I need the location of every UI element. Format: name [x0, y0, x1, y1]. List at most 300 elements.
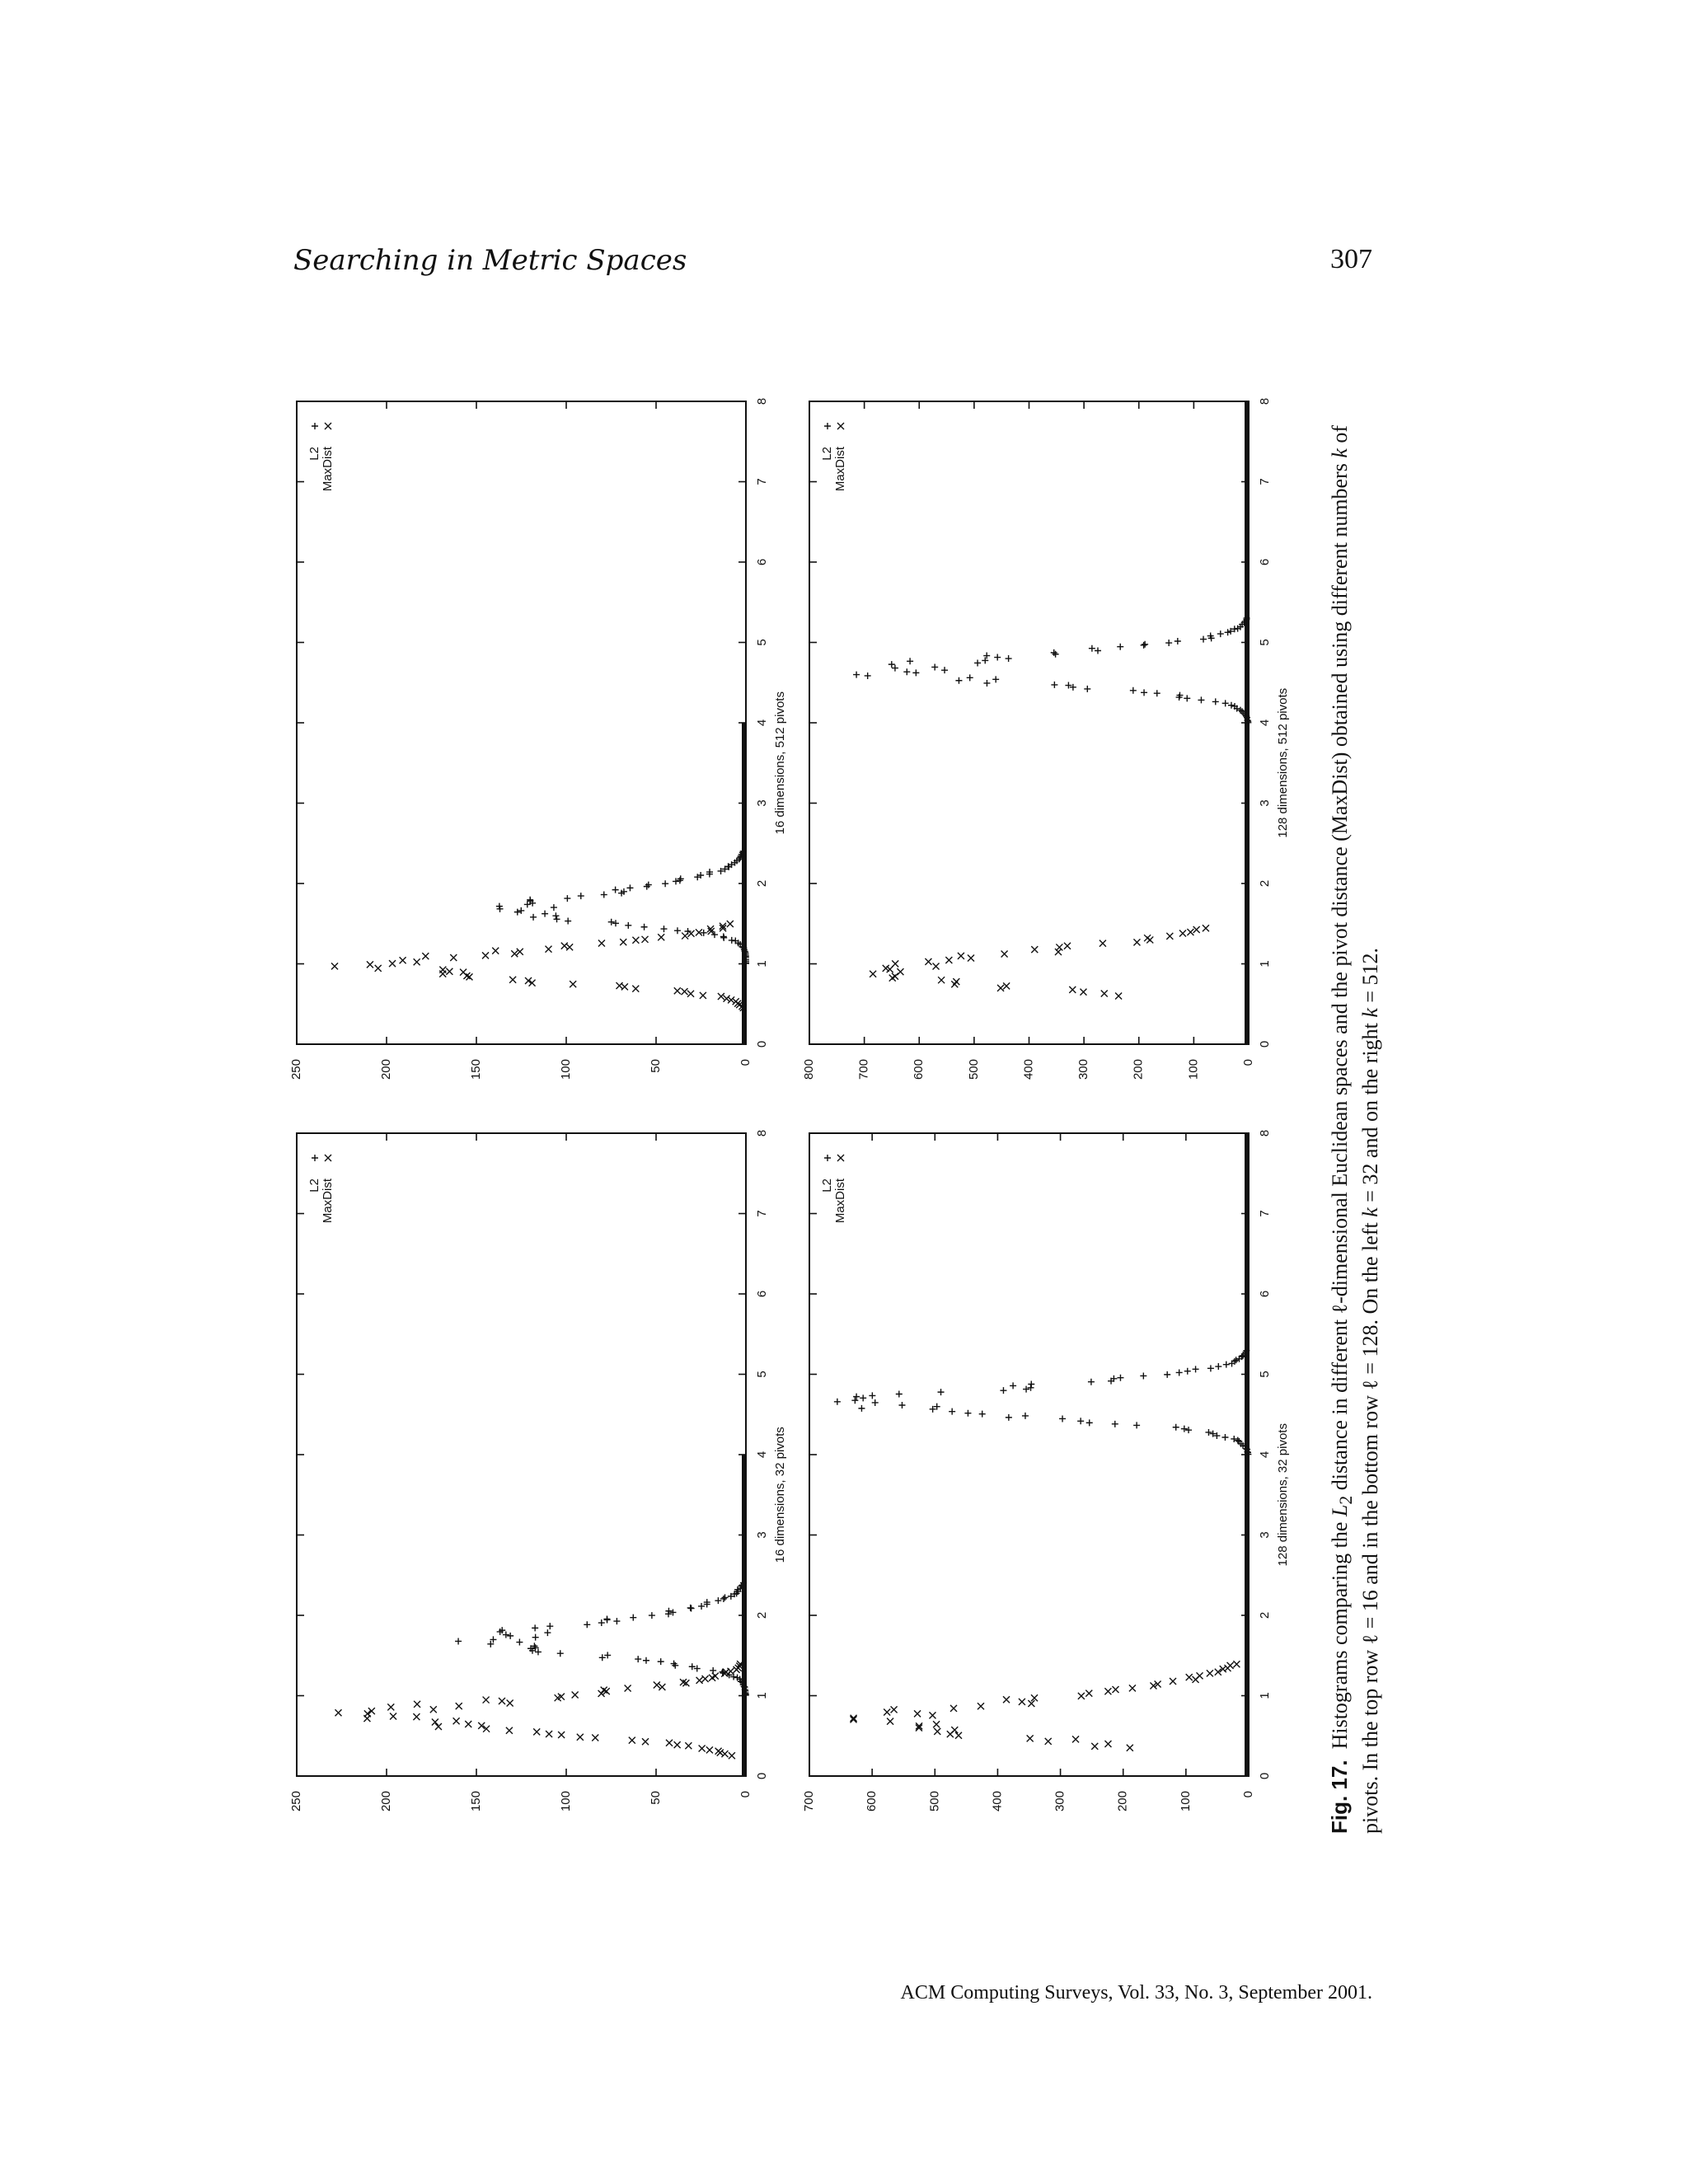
point-maxdist	[1187, 929, 1193, 935]
x-tick-label: 3	[1257, 799, 1272, 807]
point-maxdist	[1193, 926, 1200, 933]
x-tick-label: 4	[1257, 719, 1272, 727]
chart-top-left	[289, 1130, 787, 1811]
point-maxdist	[456, 1703, 462, 1709]
y-tick-label: 700	[856, 1059, 871, 1080]
point-maxdist	[1091, 1743, 1098, 1750]
point-l2	[1184, 1368, 1191, 1375]
point-maxdist	[517, 949, 523, 955]
point-l2	[552, 912, 559, 919]
legend-marker-plus	[824, 423, 831, 429]
point-l2	[674, 927, 681, 934]
point-l2	[1233, 1357, 1240, 1363]
point-maxdist	[978, 1703, 984, 1709]
point-maxdist	[1019, 1699, 1025, 1705]
point-l2	[1175, 638, 1181, 644]
point-l2	[865, 673, 871, 679]
point-l2	[729, 937, 735, 944]
point-l2	[625, 922, 631, 929]
point-maxdist	[953, 978, 959, 985]
point-l2	[858, 1405, 865, 1412]
point-maxdist	[938, 977, 945, 983]
point-maxdist	[1170, 1678, 1176, 1685]
point-l2	[1164, 1371, 1170, 1378]
point-maxdist	[892, 960, 898, 967]
point-maxdist	[1064, 943, 1071, 949]
point-maxdist	[1144, 935, 1151, 941]
point-maxdist	[1072, 1736, 1079, 1742]
point-maxdist	[1100, 940, 1106, 947]
point-l2	[546, 1623, 553, 1629]
point-l2	[1028, 1385, 1034, 1391]
point-l2	[516, 1639, 523, 1646]
x-tick-label: 7	[754, 478, 769, 485]
point-l2	[1141, 689, 1147, 696]
point-l2	[1212, 698, 1219, 705]
y-tick-label: 600	[865, 1791, 879, 1812]
point-l2	[1176, 1369, 1183, 1376]
point-maxdist	[1227, 1662, 1234, 1669]
legend-marker-x	[837, 423, 844, 429]
chart-top-right	[289, 398, 787, 1080]
caption-label: Fig. 17.	[1327, 1760, 1352, 1834]
x-tick-label: 7	[1257, 1210, 1272, 1217]
point-l2	[1221, 1434, 1228, 1441]
point-l2	[584, 1621, 590, 1628]
x-tick-label: 8	[1257, 1129, 1272, 1137]
y-tick-label: 400	[1021, 1059, 1036, 1080]
point-maxdist	[933, 963, 940, 970]
point-l2	[907, 658, 913, 664]
point-maxdist	[950, 1705, 957, 1712]
y-tick-label: 600	[912, 1059, 926, 1080]
point-maxdist	[933, 1721, 940, 1727]
page-footer: ACM Computing Surveys, Vol. 33, No. 3, September 2001.	[900, 1982, 1372, 2004]
legend-marker-x	[325, 423, 331, 429]
point-l2	[1181, 1426, 1188, 1432]
point-maxdist	[934, 1728, 940, 1735]
point-maxdist	[925, 958, 931, 965]
point-l2	[1117, 644, 1123, 650]
point-maxdist	[1115, 992, 1122, 999]
point-maxdist	[460, 969, 467, 976]
point-maxdist	[414, 958, 420, 965]
y-tick-label: 200	[378, 1059, 393, 1080]
point-maxdist	[1001, 950, 1008, 957]
x-tick-label: 6	[754, 558, 769, 566]
point-l2	[1217, 630, 1224, 637]
point-l2	[722, 1594, 729, 1601]
legend-marker-plus	[312, 1155, 318, 1161]
point-l2	[1200, 636, 1207, 643]
point-l2	[514, 909, 521, 916]
point-maxdist	[945, 957, 952, 963]
legend-entry-l2: L2	[819, 447, 834, 461]
point-maxdist	[561, 943, 568, 949]
point-maxdist	[422, 953, 429, 959]
point-maxdist	[850, 1716, 856, 1722]
point-l2	[630, 1615, 636, 1621]
point-maxdist	[511, 950, 518, 957]
point-l2	[955, 677, 962, 684]
point-maxdist	[851, 1715, 857, 1722]
caption-math-1-sub: 2	[1336, 1495, 1357, 1505]
point-l2	[554, 916, 560, 922]
point-l2	[982, 657, 988, 663]
x-tick-label: 5	[754, 639, 769, 646]
point-maxdist	[1207, 1670, 1213, 1676]
point-l2	[1222, 700, 1229, 706]
x-tick-label: 1	[754, 1692, 769, 1699]
x-tick-label: 7	[754, 1210, 769, 1217]
point-l2	[1117, 1375, 1123, 1381]
y-tick-label: 500	[927, 1791, 942, 1812]
point-maxdist	[432, 1719, 438, 1726]
x-tick-label: 7	[1257, 478, 1272, 485]
point-maxdist	[435, 1723, 442, 1730]
point-l2	[853, 672, 860, 678]
point-maxdist	[929, 1712, 935, 1718]
point-l2	[658, 1658, 664, 1665]
point-l2	[532, 1634, 539, 1641]
point-l2	[530, 914, 537, 921]
point-maxdist	[700, 992, 706, 999]
point-l2	[892, 665, 898, 672]
point-maxdist	[625, 1685, 631, 1692]
legend-entry-maxdist: MaxDist	[320, 447, 335, 492]
point-maxdist	[674, 1741, 681, 1748]
point-maxdist	[465, 1721, 471, 1727]
point-l2	[938, 1389, 945, 1395]
point-maxdist	[620, 939, 626, 945]
point-l2	[983, 680, 990, 687]
point-maxdist	[450, 954, 457, 961]
point-l2	[1089, 645, 1095, 652]
caption-math-3: k	[1358, 1207, 1383, 1217]
point-maxdist	[955, 1732, 962, 1739]
point-l2	[612, 920, 619, 926]
point-l2	[613, 1618, 620, 1624]
point-l2	[1193, 1366, 1199, 1372]
point-l2	[1205, 1429, 1212, 1436]
point-l2	[931, 663, 938, 670]
point-maxdist	[483, 1697, 490, 1704]
point-maxdist	[1104, 1741, 1111, 1747]
point-l2	[720, 933, 727, 940]
point-maxdist	[1027, 1735, 1034, 1741]
point-maxdist	[1127, 1745, 1133, 1751]
point-maxdist	[674, 987, 681, 994]
legend-marker-plus	[824, 1155, 831, 1161]
point-maxdist	[390, 1713, 396, 1720]
point-l2	[896, 1391, 903, 1398]
point-maxdist	[1197, 1672, 1203, 1679]
legend-entry-l2: L2	[307, 1179, 321, 1193]
point-l2	[643, 1657, 649, 1664]
x-tick-label: 4	[1257, 1451, 1272, 1459]
point-maxdist	[499, 1698, 505, 1704]
point-maxdist	[1104, 1688, 1111, 1694]
point-maxdist	[658, 934, 664, 940]
point-l2	[557, 1650, 564, 1657]
point-l2	[1022, 1413, 1029, 1419]
x-tick-label: 2	[754, 1611, 769, 1619]
point-l2	[1207, 1365, 1214, 1371]
y-tick-label: 150	[468, 1059, 483, 1080]
y-tick-label: 100	[558, 1059, 573, 1080]
x-tick-label: 8	[1257, 397, 1272, 405]
point-maxdist	[914, 1710, 921, 1717]
point-maxdist	[439, 967, 446, 973]
x-tick-label: 1	[1257, 960, 1272, 968]
point-l2	[503, 1632, 509, 1638]
point-maxdist	[642, 1738, 649, 1745]
legend-entry-maxdist: MaxDist	[832, 447, 847, 492]
point-l2	[1077, 1418, 1084, 1424]
plot-frame	[297, 401, 746, 1044]
point-maxdist	[654, 1681, 660, 1688]
point-l2	[903, 668, 910, 675]
point-maxdist	[884, 1709, 890, 1716]
y-tick-label: 200	[378, 1791, 393, 1812]
point-l2	[1000, 1387, 1006, 1394]
x-tick-label: 2	[1257, 1611, 1272, 1619]
point-maxdist	[482, 952, 489, 958]
point-l2	[860, 1394, 866, 1401]
point-maxdist	[682, 933, 688, 940]
panel-title: 16 dimensions, 32 pivots	[772, 1427, 787, 1563]
point-maxdist	[1133, 939, 1140, 945]
point-maxdist	[721, 1750, 728, 1757]
point-maxdist	[592, 1735, 598, 1741]
point-l2	[669, 1609, 676, 1615]
point-l2	[1198, 696, 1204, 703]
point-l2	[565, 918, 571, 925]
point-maxdist	[642, 936, 649, 943]
y-tick-label: 100	[1186, 1059, 1201, 1080]
x-tick-label: 8	[754, 1129, 769, 1137]
legend-entry-l2: L2	[307, 447, 321, 461]
y-tick-label: 0	[738, 1059, 753, 1066]
y-tick-label: 250	[288, 1791, 303, 1812]
point-l2	[665, 1608, 672, 1615]
point-maxdist	[1080, 989, 1086, 996]
point-l2	[992, 676, 999, 682]
point-maxdist	[335, 1709, 342, 1716]
point-maxdist	[572, 1692, 579, 1699]
point-l2	[532, 1624, 538, 1631]
point-maxdist	[598, 940, 605, 946]
point-l2	[1237, 707, 1244, 714]
x-tick-label: 6	[754, 1290, 769, 1298]
caption-text-4: = 32 and on the right	[1358, 1017, 1383, 1208]
x-tick-label: 5	[754, 1371, 769, 1378]
legend-entry-maxdist: MaxDist	[832, 1179, 847, 1224]
x-tick-label: 8	[754, 397, 769, 405]
point-maxdist	[699, 1746, 706, 1752]
point-l2	[1173, 1424, 1179, 1431]
point-maxdist	[546, 1731, 552, 1737]
point-maxdist	[1056, 944, 1062, 950]
point-l2	[941, 667, 948, 673]
legend-entry-l2: L2	[819, 1179, 834, 1193]
point-maxdist	[997, 985, 1004, 991]
point-maxdist	[400, 957, 406, 963]
point-l2	[645, 882, 652, 888]
point-maxdist	[1003, 1696, 1010, 1703]
point-l2	[1165, 640, 1172, 646]
plot-frame	[297, 1133, 746, 1776]
point-maxdist	[718, 993, 724, 1000]
point-maxdist	[951, 1727, 958, 1733]
y-tick-label: 250	[288, 1059, 303, 1080]
point-maxdist	[375, 965, 382, 972]
point-maxdist	[387, 1704, 394, 1710]
point-maxdist	[897, 968, 903, 975]
x-tick-label: 2	[1257, 879, 1272, 888]
y-tick-label: 0	[1240, 1059, 1255, 1066]
point-l2	[869, 1392, 875, 1399]
y-tick-label: 100	[558, 1791, 573, 1812]
point-l2	[872, 1399, 879, 1406]
point-l2	[1053, 651, 1059, 658]
point-l2	[644, 883, 650, 890]
point-maxdist	[1069, 987, 1076, 993]
point-maxdist	[729, 1752, 735, 1759]
point-maxdist	[712, 1673, 719, 1680]
point-maxdist	[666, 1740, 673, 1746]
y-tick-label: 0	[738, 1791, 753, 1798]
point-l2	[1133, 1422, 1140, 1428]
point-l2	[834, 1399, 841, 1405]
panel-title: 128 dimensions, 32 pivots	[1275, 1423, 1290, 1567]
point-l2	[994, 654, 1001, 661]
panel-title: 128 dimensions, 512 pivots	[1275, 687, 1290, 838]
point-l2	[1028, 1381, 1034, 1388]
point-maxdist	[706, 1746, 713, 1753]
point-maxdist	[1166, 933, 1173, 940]
point-l2	[1154, 690, 1160, 696]
x-tick-label: 6	[1257, 1290, 1272, 1298]
point-maxdist	[1045, 1738, 1052, 1745]
point-maxdist	[331, 963, 338, 969]
y-tick-label: 200	[1115, 1791, 1130, 1812]
point-maxdist	[453, 1718, 460, 1724]
point-maxdist	[566, 944, 573, 950]
point-maxdist	[509, 977, 516, 983]
point-l2	[974, 659, 981, 666]
point-l2	[1051, 649, 1057, 656]
point-l2	[551, 904, 557, 911]
point-l2	[598, 1619, 605, 1626]
point-maxdist	[367, 961, 373, 968]
point-l2	[853, 1394, 860, 1400]
point-l2	[608, 919, 615, 926]
x-tick-label: 3	[754, 1531, 769, 1539]
point-maxdist	[413, 1713, 420, 1720]
point-l2	[898, 1402, 905, 1408]
point-maxdist	[430, 1706, 437, 1713]
chart-bottom-right	[802, 398, 1290, 1080]
point-l2	[542, 911, 548, 917]
point-maxdist	[702, 1675, 709, 1682]
point-maxdist	[1085, 1690, 1092, 1697]
y-tick-label: 800	[801, 1059, 816, 1080]
point-l2	[1112, 1421, 1118, 1427]
point-l2	[964, 1410, 971, 1417]
y-tick-label: 100	[1178, 1791, 1193, 1812]
point-l2	[1215, 1363, 1221, 1370]
x-tick-label: 0	[754, 1040, 769, 1048]
point-l2	[687, 1605, 694, 1611]
x-tick-label: 2	[754, 879, 769, 888]
point-l2	[1006, 655, 1012, 662]
point-maxdist	[958, 953, 964, 959]
caption-text-2: distance in different ℓ-dimensional Euclidean spaces and the pivot distance (MaxDist) obtained using different numbers	[1328, 457, 1352, 1496]
point-maxdist	[546, 946, 552, 953]
point-maxdist	[870, 971, 876, 977]
point-l2	[1023, 1386, 1029, 1393]
point-maxdist	[887, 1718, 893, 1725]
point-l2	[1088, 1379, 1095, 1385]
point-maxdist	[1078, 1693, 1085, 1699]
legend-marker-plus	[312, 423, 318, 429]
point-l2	[1184, 695, 1190, 701]
point-l2	[635, 1656, 641, 1662]
point-l2	[1130, 687, 1137, 694]
y-tick-label: 50	[648, 1791, 663, 1805]
point-l2	[578, 893, 584, 899]
point-maxdist	[696, 1677, 703, 1684]
point-maxdist	[1003, 982, 1010, 989]
point-l2	[1010, 1382, 1016, 1389]
y-tick-label: 50	[648, 1059, 663, 1073]
point-maxdist	[414, 1701, 420, 1708]
point-l2	[603, 1615, 610, 1622]
point-l2	[967, 674, 973, 681]
point-l2	[660, 926, 667, 932]
point-maxdist	[389, 960, 396, 967]
y-tick-label: 500	[966, 1059, 981, 1080]
point-maxdist	[715, 1748, 722, 1755]
figure-caption	[1327, 383, 1383, 1834]
point-l2	[912, 669, 919, 676]
point-maxdist	[507, 1700, 513, 1707]
y-tick-label: 700	[801, 1791, 816, 1812]
x-tick-label: 0	[1257, 1040, 1272, 1048]
caption-math-4: k	[1358, 1008, 1383, 1018]
point-maxdist	[682, 988, 688, 995]
chart-bottom-left	[802, 1130, 1290, 1811]
point-maxdist	[446, 968, 452, 975]
point-l2	[626, 884, 633, 891]
x-tick-label: 1	[1257, 1692, 1272, 1699]
point-maxdist	[601, 1687, 607, 1694]
point-l2	[677, 877, 683, 883]
caption-math-2: k	[1328, 448, 1352, 458]
point-l2	[1051, 682, 1057, 688]
point-maxdist	[1186, 1674, 1193, 1680]
point-l2	[1006, 1414, 1012, 1421]
point-l2	[979, 1411, 986, 1418]
x-tick-label: 1	[754, 960, 769, 968]
point-l2	[1228, 702, 1235, 709]
point-l2	[507, 1633, 513, 1639]
point-l2	[641, 924, 648, 930]
point-l2	[1142, 641, 1148, 648]
point-l2	[1059, 1415, 1066, 1422]
point-maxdist	[687, 991, 694, 997]
